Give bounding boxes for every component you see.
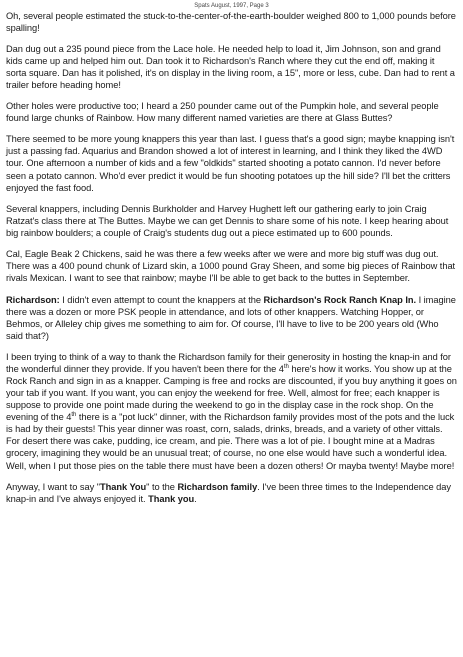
dinner-sup-a: th [283, 364, 289, 371]
dinner-sup-b: th [71, 412, 77, 419]
paragraph-eagle-beak: Cal, Eagle Beak 2 Chickens, said he was there a few weeks after we were and more big stuff was dug out. There was a 400 pound chunk of Lizard skin, a 1000 pound Gray Sheen, and some big pieces of Rainbow that rivals Mexican. I want to see that rainbow; maybe I'll be able to get back to the buttes in September. [6, 248, 456, 283]
richardson-lead: Richardson: [6, 294, 60, 305]
closing-text-a: Anyway, I want to say " [6, 481, 100, 492]
paragraph-thanks-dinner [6, 351, 457, 471]
paragraph-other-holes: Other holes were productive too; I heard a 250 pounder came out of the Pumpkin hole, and several people found large chunks of Rainbow. How many different named varieties are there at Glass Buttes? [6, 101, 439, 124]
page-header: Spats August, 1997, Page 3 [194, 3, 269, 9]
closing-thank-you: Thank You [99, 481, 147, 492]
closing-text-d: . [194, 493, 197, 504]
paragraph-craig-class: Several knappers, including Dennis Burkholder and Harvey Hughett left our gathering early to join Craig Ratzat's class there at The Buttes. Maybe we can get Dennis to share some of his note. I keep hearing about big rainbow boulders; a couple of Craig's students dug out a piece estimated up to 600 pounds. [6, 203, 449, 238]
dinner-text-b: here's how it works. You show up at the Rock Ranch and sign in as a knapper. Camping is free and rocks are discounted, if you buy anything it goes on your tab if you want. If you want, you can enjoy the weekend for free. Well, almost for free; each knapper is suppose to provide one point made during the weekend to go in the display case in the rock shop. On the evening of the 4 [6, 364, 457, 423]
closing-text-c: . I've been three times to the Independence day knap-in and I've always enjoyed it. [6, 481, 451, 504]
closing-family: Richardson family [177, 481, 258, 492]
closing-text-b: " to the [146, 481, 178, 492]
paragraph-young-knappers: There seemed to be more young knappers this year than last. I guess that's a good sign; maybe knapping isn't just a passing fad. Aquarius and Brandon showed a lot of interest in learning, and I think they liked the 4WD tour. One afternoon a number of kids and a few "oldkids" started shooting a potato cannon. I'd never before seen a potato cannon. Who'd ever predict it would be fun shooting potatoes up the hill side? I'll bet the critters enjoyed the fast food. [6, 134, 455, 193]
dinner-text-a: I been trying to think of a way to thank the Richardson family for their generosity in hosting the knap-in and for the wonderful dinner they provide. If you haven't been there for the 4 [6, 352, 451, 375]
paragraph-boulder: Oh, several people estimated the stuck-to-the-center-of-the-earth-boulder weighed 800 to 1,000 pounds before spalling! [6, 11, 456, 34]
paragraph-closing [6, 481, 457, 505]
dinner-text-c: there is a "pot luck" dinner, with the Richardson family provides most of the pots and the luck is had by their guests! This year dinner was roast, corn, salads, drinks, breads, and a variety of other vittals. For desert there was cake, pudding, ice cream, and pie. There was a lot of pie. I bought mine at a Madras grocery, imagining they would be an unusual treat; of course, no one else would have such a wonderful idea. Well, when I put those pies on the table there must have been a dozen others! Or mayba twenty! Maybe more! [6, 412, 455, 471]
richardson-ranch-name: Richardson's Rock Ranch Knap In. [263, 294, 417, 305]
closing-thank-you-final: Thank you [148, 493, 195, 504]
richardson-text-a: I didn't even attempt to count the knappers at the [59, 294, 264, 305]
richardson-text-b: I imagine there was a dozen or more PSK people in attendance, and lots of other knappers. Watching Hopper, or Behmos, or Alleley chip gives me something to aim for. Of course, I'll have to live to be 200 years old (Who said that?) [6, 294, 456, 342]
paragraph-richardson [6, 294, 457, 342]
paragraph-lace-hole: Dan dug out a 235 pound piece from the Lace hole. He needed help to load it, Jim Johnson, son and grand kids came up and helped him out. Dan took it to Richardson's Ranch where they cut the end off, making it sorta square. Dan has it polished, it's on display in the living room, a 15", more or less, cube. Dan had to rent a trailer before heading home! [6, 44, 455, 91]
